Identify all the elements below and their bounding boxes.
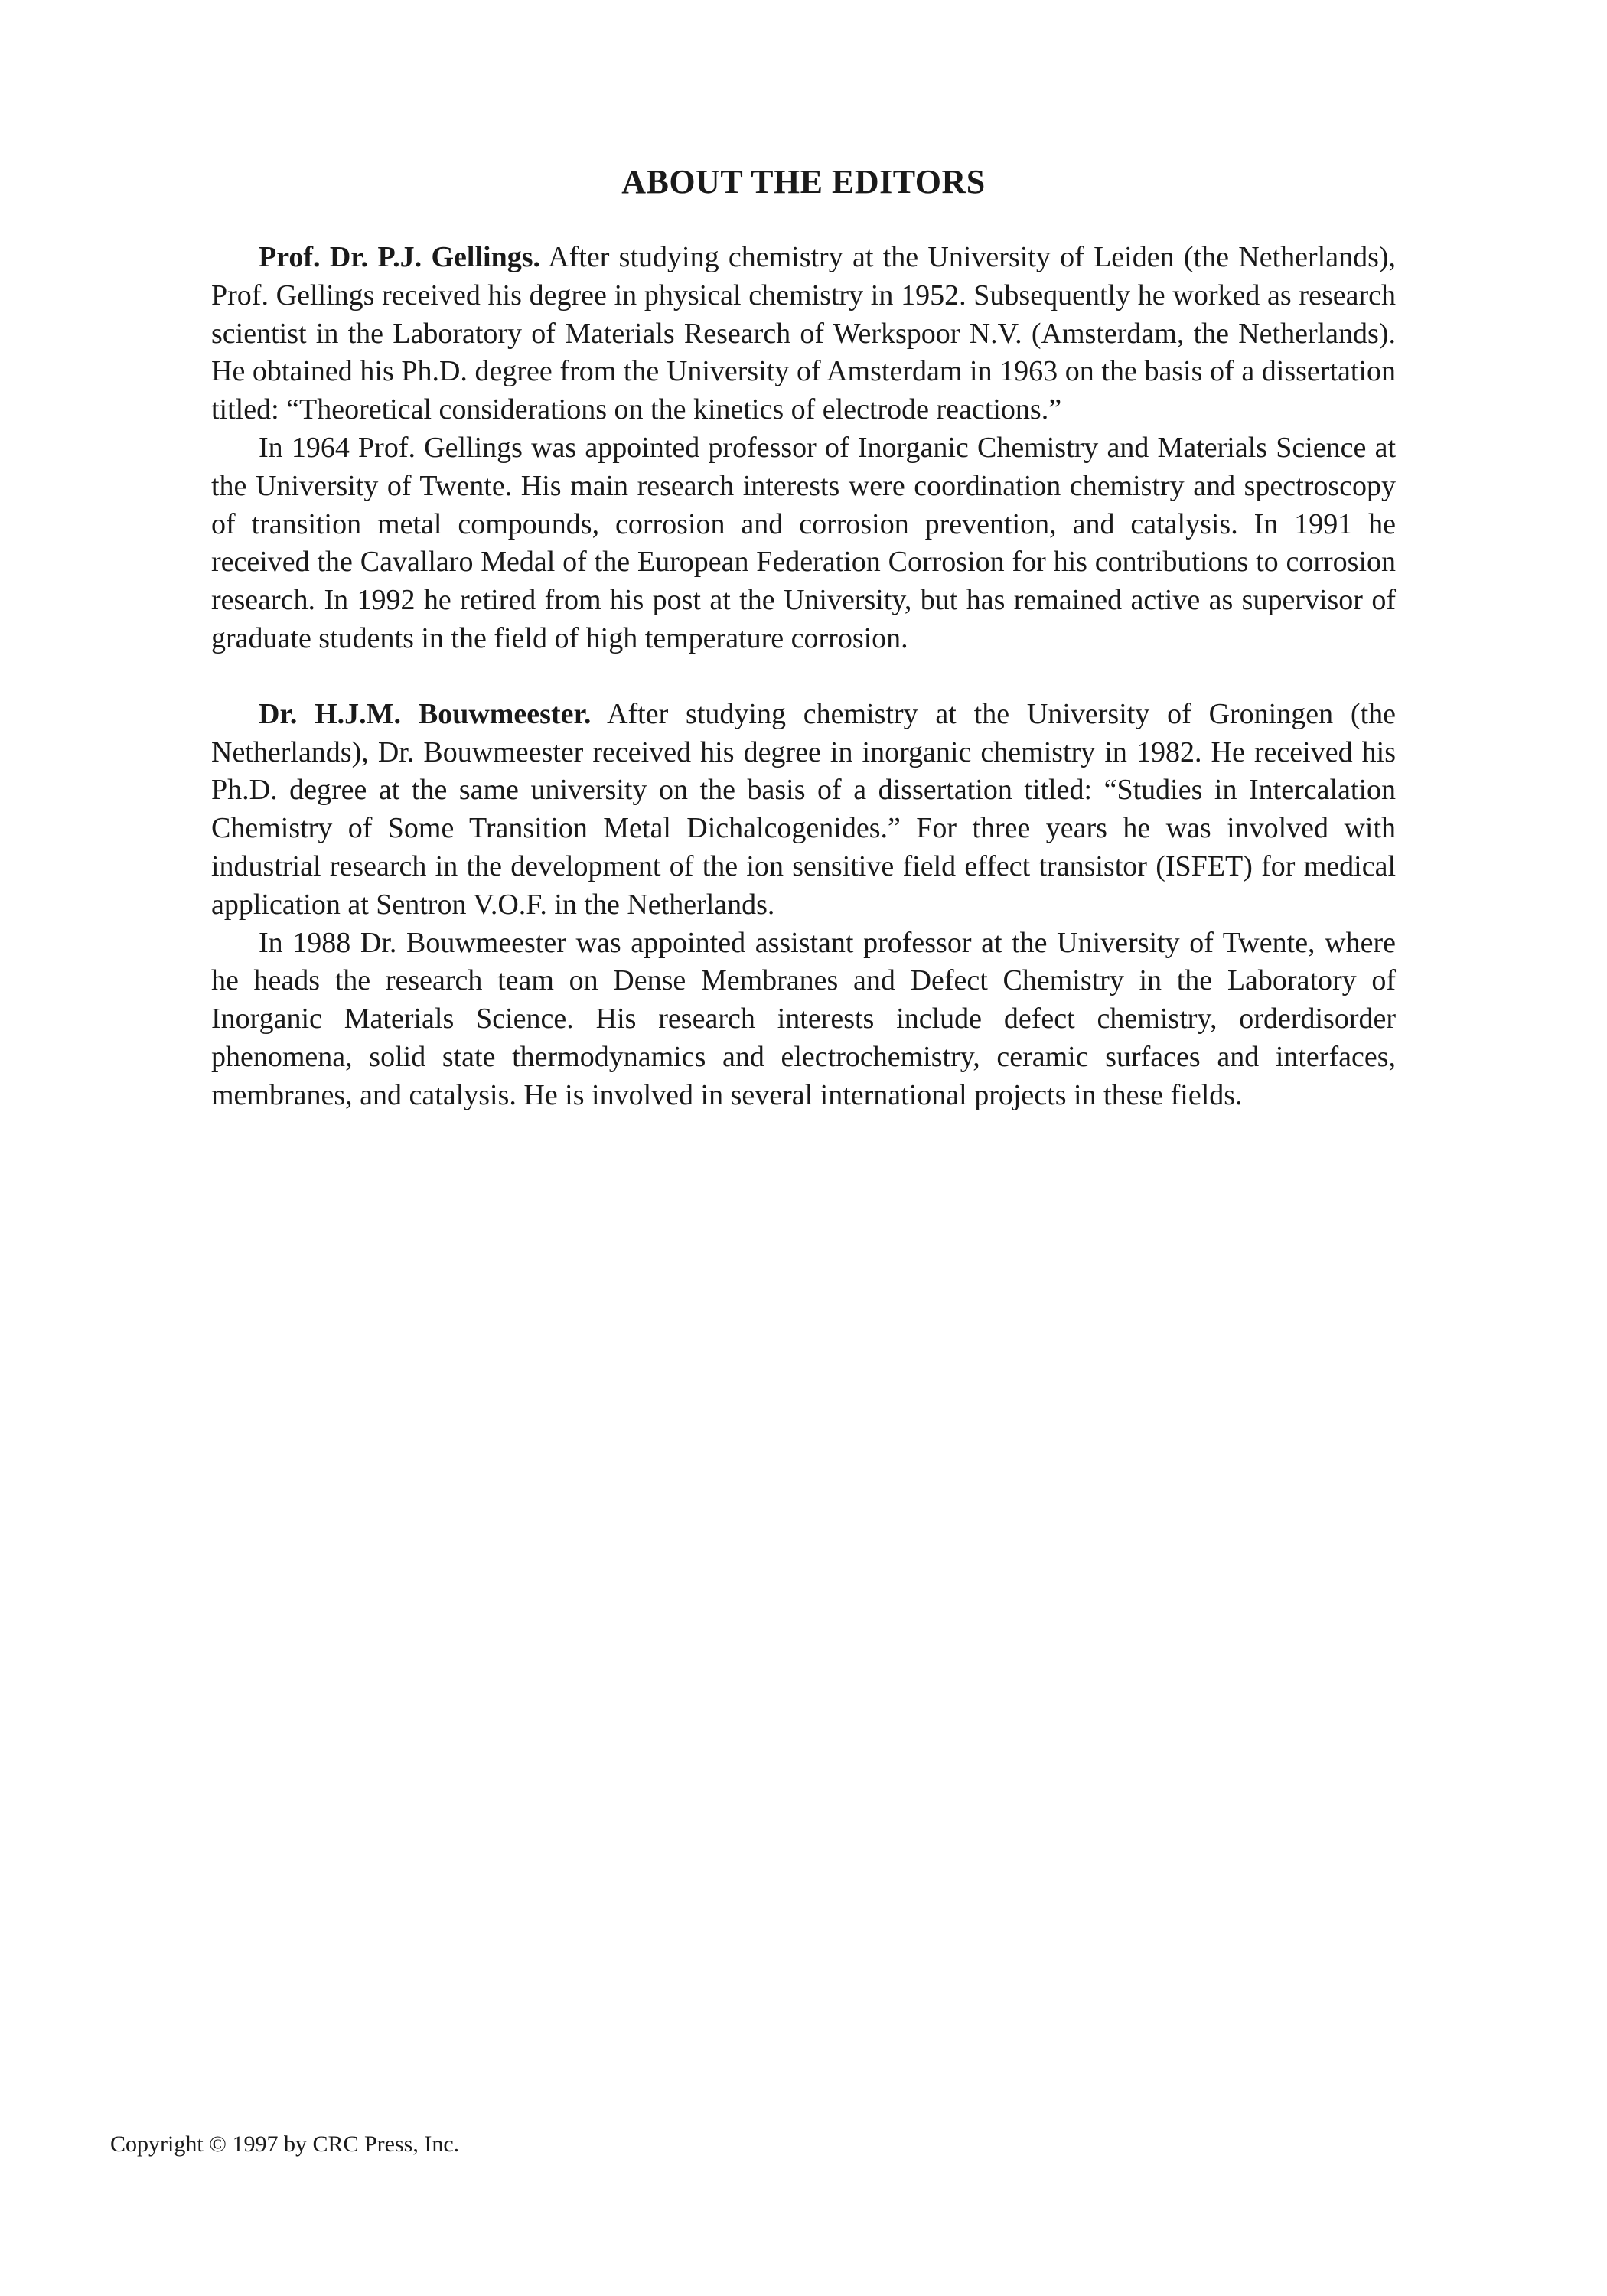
editor-2-paragraph-2: In 1988 Dr. Bouwmeester was appointed assistant professor at the University of Twente, where he heads the research team on Dense Membranes and Defect Chemistry in the Laboratory of Inorganic Materials Science. His research interests include defect chemistry, orderdisorder phenomena, solid state thermodynamics and electrochemistry, ceramic surfaces and interfaces, membranes, and catalysis. He is involved in several international projects in these fields. <box>211 926 1396 1111</box>
editor-1-bio-text: After studying chemistry at the University of Leiden (the Netherlands), Prof. Gellings received his degree in physical chemistry in 1952. Subsequently he worked as research scientist in the Laboratory of Materials Research of Werkspoor N.V. (Amsterdam, the Netherlands). He obtained his Ph.D. degree from the University of Amsterdam in 1963 on the basis of a dissertation titled: “Theoretical considerations on the kinetics of electrode reactions.” <box>211 241 1397 426</box>
copyright-footer: Copyright © 1997 by CRC Press, Inc. <box>110 2131 460 2157</box>
editor-1-name: Prof. Dr. P.J. Gellings. <box>259 241 540 273</box>
editor-2-bio-text: After studying chemistry at the University of Groningen (the Netherlands), Dr. Bouwmeester received his degree in inorganic chemistry in 1982. He received his Ph.D. degree at the same university on the basis of a dissertation titled: “Studies in Intercalation Chemistry of Some Transition Metal Dichalcogenides.” For three years he was involved with industrial research in the development of the ion sensitive field effect transistor (ISFET) for medical application at Sentron V.O.F. in the Netherlands. <box>211 697 1396 921</box>
editor-2-paragraph-1 <box>211 696 1396 925</box>
page-title: ABOUT THE EDITORS <box>621 163 986 201</box>
editor-1-paragraph-1 <box>211 239 1396 429</box>
editor-2-name: Dr. H.J.M. Bouwmeester. <box>259 697 592 730</box>
editor-1-paragraph-2: In 1964 Prof. Gellings was appointed professor of Inorganic Chemistry and Materials Science at the University of Twente. His main research interests were coordination chemistry and spectroscopy of transition metal compounds, corrosion and corrosion prevention, and catalysis. In 1991 he received the Cavallaro Medal of the European Federation Corrosion for his contributions to corrosion research. In 1992 he retired from his post at the University, but has remained active as supervisor of graduate students in the field of high temperature corrosion. <box>211 431 1396 654</box>
editors-content <box>211 239 1396 1115</box>
